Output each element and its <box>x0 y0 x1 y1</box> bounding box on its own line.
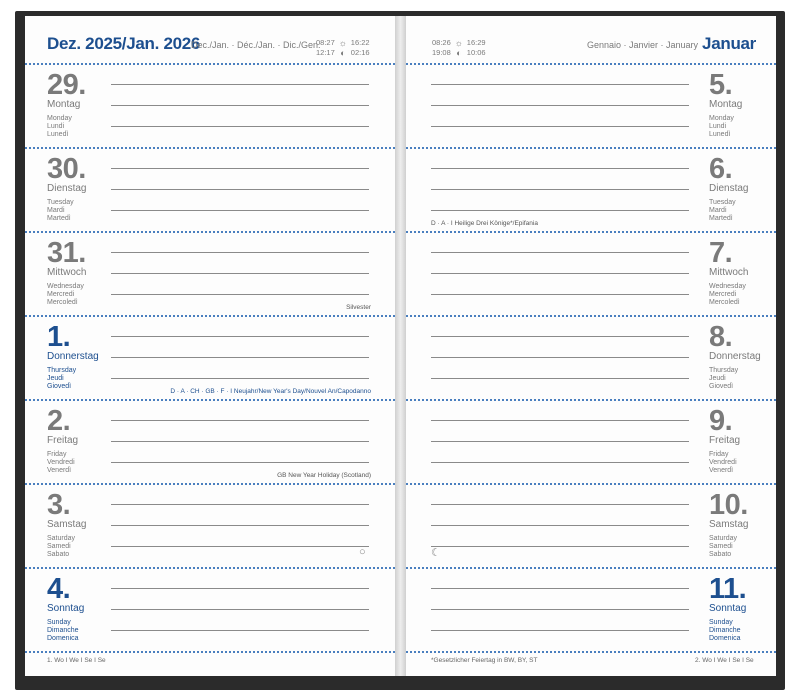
sunset-time: 16:22 <box>350 38 370 47</box>
writing-line[interactable] <box>431 504 689 505</box>
day-entry[interactable] <box>406 401 776 485</box>
day-separator <box>25 651 395 653</box>
holiday-note: D · A · CH · GB · F · I Neujahr/New Year's Day/Nouvel An/Capodanno <box>170 388 371 395</box>
day-number: 31. <box>47 237 86 269</box>
weekday-translation: Monday <box>47 115 72 122</box>
writing-line[interactable] <box>431 378 689 379</box>
writing-line[interactable] <box>431 420 689 421</box>
weekday-name: Mittwoch <box>47 267 87 278</box>
moonrise-time: 19:08 <box>432 48 451 57</box>
writing-line[interactable] <box>431 462 689 463</box>
weekday-translation: Friday <box>47 451 67 458</box>
writing-line[interactable] <box>431 609 689 610</box>
day-number: 5. <box>709 69 733 101</box>
day-entry[interactable] <box>406 233 776 317</box>
right-page-header <box>406 16 776 64</box>
writing-line[interactable] <box>431 336 689 337</box>
writing-line[interactable] <box>111 273 369 274</box>
weekday-translation: Saturday <box>47 535 76 542</box>
writing-line[interactable] <box>431 294 689 295</box>
weekday-translation: Sunday <box>47 619 71 626</box>
writing-line[interactable] <box>111 525 369 526</box>
day-entry[interactable] <box>25 233 395 317</box>
weekday-name: Samstag <box>709 519 749 530</box>
weekday-name: Mittwoch <box>709 267 749 278</box>
writing-line[interactable] <box>111 462 369 463</box>
day-entry[interactable] <box>406 65 776 149</box>
moonrise-time: 12:17 <box>316 48 335 57</box>
day-number: 7. <box>709 237 733 269</box>
weekday-translation: Saturday <box>709 535 738 542</box>
weekday-translation: Giovedì <box>709 383 734 390</box>
day-entry[interactable] <box>406 485 776 569</box>
day-entry[interactable] <box>25 317 395 401</box>
weekday-translation: Domenica <box>709 635 741 642</box>
writing-line[interactable] <box>111 378 369 379</box>
weekday-translation: Jeudi <box>47 375 64 382</box>
weekday-translation: Lundi <box>47 123 65 130</box>
day-entry[interactable] <box>406 317 776 401</box>
day-number: 8. <box>709 321 733 353</box>
weekday-translation: Dimanche <box>709 627 741 634</box>
writing-line[interactable] <box>431 105 689 106</box>
day-entry[interactable] <box>25 485 395 569</box>
writing-line[interactable] <box>111 210 369 211</box>
day-number: 30. <box>47 153 86 185</box>
weekday-translation: Mardi <box>709 207 727 214</box>
book-gutter <box>395 16 406 676</box>
weekday-translation: Vendredi <box>709 459 737 466</box>
writing-line[interactable] <box>111 630 369 631</box>
writing-line[interactable] <box>431 168 689 169</box>
weekday-name: Donnerstag <box>709 351 761 362</box>
right-page-title: Januar <box>702 34 756 53</box>
writing-line[interactable] <box>111 588 369 589</box>
moonset-time: 02:16 <box>350 48 370 57</box>
moon-phase-icon: ○ <box>359 546 366 558</box>
writing-line[interactable] <box>111 126 369 127</box>
writing-line[interactable] <box>111 504 369 505</box>
weekday-translation: Mardi <box>47 207 65 214</box>
writing-line[interactable] <box>431 630 689 631</box>
day-entry[interactable] <box>406 569 776 653</box>
moonset-time: 10:06 <box>466 48 486 57</box>
weekday-translation: Lunedì <box>47 131 69 138</box>
left-page <box>25 16 395 676</box>
day-number: 3. <box>47 489 71 521</box>
left-alt-month: Dec./Jan. · Déc./Jan. · Dic./Gen. <box>191 40 321 50</box>
holiday-note: D · A · I Heilige Drei Könige*/Epifania <box>431 220 538 227</box>
half-moon-icon: ◐ <box>456 48 462 58</box>
weekday-name: Montag <box>709 99 743 110</box>
left-sun-moon-times <box>316 38 370 58</box>
weekday-translation: Jeudi <box>709 375 726 382</box>
right-footnote: *Gesetzlicher Feiertag in BW, BY, ST <box>431 657 538 664</box>
writing-line[interactable] <box>111 189 369 190</box>
moon-phase-icon: ☾ <box>431 547 441 559</box>
day-entry[interactable] <box>25 401 395 485</box>
day-number: 29. <box>47 69 86 101</box>
weekday-translation: Giovedì <box>47 383 72 390</box>
weekday-translation: Lundi <box>709 123 727 130</box>
weekday-translation: Samedi <box>47 543 71 550</box>
writing-line[interactable] <box>431 189 689 190</box>
weekday-translation: Mercoledì <box>709 299 740 306</box>
day-number: 10. <box>709 489 748 521</box>
right-page <box>406 16 776 676</box>
weekday-name: Dienstag <box>47 183 87 194</box>
day-separator <box>406 651 776 653</box>
day-number: 2. <box>47 405 71 437</box>
sunset-time: 16:29 <box>466 38 486 47</box>
weekday-translation: Sunday <box>709 619 733 626</box>
weekday-name: Donnerstag <box>47 351 99 362</box>
weekday-translation: Dimanche <box>47 627 79 634</box>
weekday-translation: Tuesday <box>709 199 736 206</box>
sunrise-time: 08:27 <box>316 38 335 47</box>
weekday-translation: Samedi <box>709 543 733 550</box>
weekday-name: Sonntag <box>47 603 85 614</box>
day-entry[interactable] <box>25 65 395 149</box>
day-entry[interactable] <box>406 149 776 233</box>
day-number: 4. <box>47 573 71 605</box>
sun-icon: ☼ <box>454 38 463 48</box>
writing-line[interactable] <box>111 84 369 85</box>
day-number: 11. <box>709 573 747 605</box>
weekday-translation: Mercredi <box>709 291 737 298</box>
weekday-translation: Vendredi <box>47 459 75 466</box>
weekday-name: Freitag <box>709 435 741 446</box>
weekday-translation: Martedì <box>709 215 733 222</box>
weekday-translation: Lunedì <box>709 131 731 138</box>
writing-line[interactable] <box>431 546 689 547</box>
writing-line[interactable] <box>431 126 689 127</box>
weekday-translation: Thursday <box>47 367 77 374</box>
day-number: 6. <box>709 153 733 185</box>
weekday-translation: Sabato <box>47 551 70 558</box>
writing-line[interactable] <box>111 252 369 253</box>
writing-line[interactable] <box>431 252 689 253</box>
weekday-name: Samstag <box>47 519 87 530</box>
weekday-name: Dienstag <box>709 183 749 194</box>
day-entry[interactable] <box>25 569 395 653</box>
writing-line[interactable] <box>111 357 369 358</box>
day-number: 9. <box>709 405 733 437</box>
sun-icon: ☼ <box>338 38 347 48</box>
writing-line[interactable] <box>431 525 689 526</box>
writing-line[interactable] <box>111 168 369 169</box>
weekday-translation: Wednesday <box>47 283 84 290</box>
writing-line[interactable] <box>431 357 689 358</box>
holiday-note: Silvester <box>346 304 371 311</box>
writing-line[interactable] <box>431 210 689 211</box>
writing-line[interactable] <box>431 273 689 274</box>
weekday-translation: Domenica <box>47 635 79 642</box>
writing-line[interactable] <box>111 420 369 421</box>
weekday-translation: Mercoledì <box>47 299 78 306</box>
right-footer: 2. Wo I We I Se I Se <box>695 657 754 664</box>
left-page-header <box>25 16 395 64</box>
day-number: 1. <box>47 321 71 353</box>
writing-line[interactable] <box>431 588 689 589</box>
weekday-translation: Tuesday <box>47 199 74 206</box>
weekday-name: Sonntag <box>709 603 747 614</box>
weekday-translation: Wednesday <box>709 283 746 290</box>
weekday-name: Montag <box>47 99 81 110</box>
left-footer: 1. Wo I We I Se I Se <box>47 657 106 664</box>
left-page-title: Dez. 2025/Jan. 2026 <box>47 34 201 53</box>
writing-line[interactable] <box>111 609 369 610</box>
weekday-translation: Mercredi <box>47 291 75 298</box>
weekday-translation: Martedì <box>47 215 71 222</box>
weekday-translation: Venerdì <box>709 467 734 474</box>
weekday-name: Freitag <box>47 435 79 446</box>
writing-line[interactable] <box>431 441 689 442</box>
writing-line[interactable] <box>111 105 369 106</box>
holiday-note: GB New Year Holiday (Scotland) <box>277 472 371 479</box>
weekday-translation: Thursday <box>709 367 739 374</box>
right-sun-moon-times <box>432 38 486 58</box>
day-entry[interactable] <box>25 149 395 233</box>
weekday-translation: Friday <box>709 451 729 458</box>
weekday-translation: Venerdì <box>47 467 72 474</box>
writing-line[interactable] <box>111 441 369 442</box>
writing-line[interactable] <box>111 336 369 337</box>
half-moon-icon: ◐ <box>340 48 346 58</box>
writing-line[interactable] <box>111 294 369 295</box>
writing-line[interactable] <box>431 84 689 85</box>
weekday-translation: Monday <box>709 115 734 122</box>
sunrise-time: 08:26 <box>432 38 451 47</box>
writing-line[interactable] <box>111 546 369 547</box>
right-alt-month: Gennaio · Janvier · January <box>586 40 698 50</box>
weekday-translation: Sabato <box>709 551 732 558</box>
